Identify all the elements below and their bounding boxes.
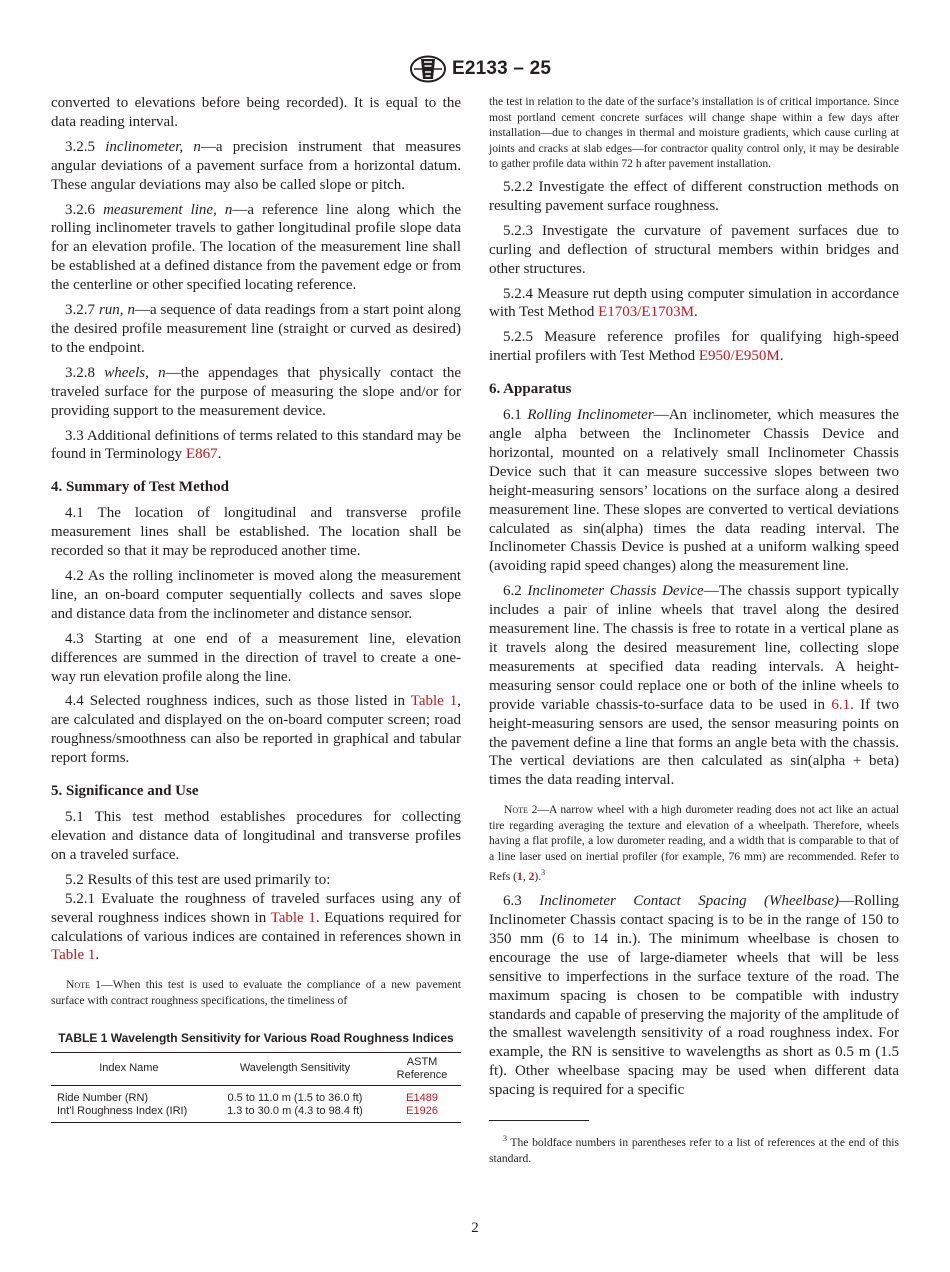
footnote-marker: 3 [541,867,546,877]
definition-inclinometer: 3.2.5 inclinometer, n—a precision instrument that measures angular deviations of a pavement surface from a horizontal datum. These angular deviations may also be called slope or pitch. [51,138,461,193]
paragraph-6-2: 6.2 Inclinometer Chassis Device—The chassis support typically includes a pair of inline wheels that travel along the desired measurement line. The chassis is free to rotate in a vertical plane as it travels along the desired measurement line, collecting slope measurements at specified data reading intervals. A height-measuring sensor could replace one or both of the inline wheels to provide variable chassis-to-surface data to be used in 6.1. If two height-measuring sensors are used, the sensor measuring points on the pavement define a line that forms an angle beta with the chassis. The vertical deviations are then calculated as sin(alpha + beta) times the data reading interval. [489,583,899,789]
link-6-1[interactable]: 6.1 [831,696,851,713]
table-header: Index Name [51,1052,207,1085]
table-cell: 0.5 to 11.0 m (1.5 to 36.0 ft) [227,1091,363,1104]
page-header [0,55,950,85]
paragraph-4-1: 4.1 The location of longitudinal and transverse profile measurement lines shall be established. The location shall be recorded so that it may be reproduced another time. [51,505,461,560]
paragraph-6-3: 6.3 Inclinometer Contact Spacing (Wheelbase)—Rolling Inclinometer Chassis contact spacing is to be in the range of 150 to 350 mm (6 to 14 in.). The minimum wheelbase is chosen to encourage the use of large-diameter wheels that will be less sensitive to imperfections in the surface texture of the road. The maximum spacing is chosen to be compatible with industry standards and capable of preserving the majority of the amplitude of the smallest wavelength sensitivity of a road roughness index. For example, the RN is sensitive to wavelengths as short as 0.5 m (1.5 ft). Other wheelbase spacing may be used when different data spacing is required for a specific [489,893,899,1099]
left-column [51,94,461,1123]
note-1-continued: the test in relation to the date of the surface’s installation is of critical importance. Since most portland cement concrete surfaces will change shape within a few days after installation—due to changes in thermal and moisture gradients, which cause curling at joints and cracks at slab edges—for contractor quality control only, it may be desirable to gather profile data within 72 h after pavement installation. [489,95,899,171]
link-ref-1[interactable]: 1 [517,869,523,883]
table-cell: Ride Number (RN) [57,1091,149,1104]
footnote-3: $^3$ The boldface numbers in parentheses refer to a list of references at the end of this standard. [489,1134,899,1165]
paragraph-5-2-2: 5.2.2 Investigate the effect of different construction methods on resulting pavement surface roughness. [489,178,899,214]
section-4-heading: 4. Summary of Test Method [51,479,229,496]
paragraph-5-2-4: 5.2.4 Measure rut depth using computer simulation in accordance with Test Method E1703/E1703M. [489,285,899,321]
continued-paragraph: converted to elevations before being recorded). It is equal to the data reading interval. [51,95,461,130]
link-table-1[interactable]: Table 1 [410,693,458,710]
definition-run: 3.2.7 run, n—a sequence of data readings from a start point along the desired profile measurement line (straight or curved as desired) to the endpoint. [51,302,461,356]
paragraph-5-2-3: 5.2.3 Investigate the curvature of pavement surfaces due to curling and deflection of structural members within bridges and other structures. [489,222,899,277]
document-id: E2133 – 25 [452,58,552,79]
paragraph-5-1: 5.1 This test method establishes procedures for collecting elevation and distance data of longitudinal and transverse profiles on a traveled surface. [51,809,461,863]
table-cell: Int’l Roughness Index (IRI) [51,1105,207,1123]
link-e867[interactable]: E867 [185,446,218,463]
table-cell: 1.3 to 30.0 m (4.3 to 98.4 ft) [207,1105,383,1123]
table-header: ASTM Reference [383,1052,461,1085]
table-row [51,1085,461,1105]
definition-measurement-line: 3.2.6 measurement line, n—a reference line along which the rolling inclinometer travels to gather longitudinal profile slope data for an elevation profile. The location of the measurement line shall be established at a defined distance from the pavement edge or from the centerline or other specified locating reference. [51,201,462,294]
note-2: Note 2—A narrow wheel with a high durometer reading does not act like an actual tire regarding averaging the texture and elevation of a wheelpath. Therefore, wheels having a flat profile, a low durometer reading, and a width that is comparable to that of a line laser used on inertial profiler (for example, 76 mm) are recommended. Refer to Refs (1, 2).$^3$ [489,803,899,883]
page-number: 2 [471,1220,479,1236]
link-e1489[interactable]: E1489 [406,1091,438,1104]
paragraph-5-2-5: 5.2.5 Measure reference profiles for qualifying high-speed inertial profilers with Test Method E950/E950M. [489,329,899,365]
link-table-1[interactable]: Table 1 [270,909,316,926]
paragraph-6-1: 6.1 Rolling Inclinometer—An inclinometer, which measures the angle alpha between the Inclinometer Chassis Device and horizontal, mounted on a relatively small Inclinometer Chassis Device such that it can measure successive slopes between two height-measuring sensors’ locations on the surface along a desired measurement line. These slopes are converted to vertical deviations calculated as sin(alpha) times the data reading interval. The Inclinometer Chassis Device is pushed at a uniform walking speed (avoiding rapid speed changes) along the measurement line. [489,407,899,575]
astm-logo-icon [409,55,447,83]
paragraph-4-3: 4.3 Starting at one end of a measurement line, elevation differences are summed in the direction of travel to create a one-way run elevation profile along the line. [51,630,461,685]
paragraph-3-3: 3.3 Additional definitions of terms related to this standard may be found in Terminology E867. [51,427,461,463]
link-e1926[interactable]: E1926 [406,1104,438,1117]
table-1 [51,1052,461,1123]
paragraph-4-4: 4.4 Selected roughness indices, such as those listed in Table 1, are calculated and displayed on the on-board computer screen; road roughness/smoothness can also be reported in graphical and tabular report forms. [51,693,461,767]
footnote-divider [489,1120,589,1121]
note-1: Note 1—When this test is used to evaluate the compliance of a new pavement surface with contract roughness specifications, the timeliness of [51,978,461,1007]
section-6-heading: 6. Apparatus [489,381,572,398]
link-table-1[interactable]: Table 1 [51,947,96,964]
table-header-row [51,1052,461,1085]
table-1-title: TABLE 1 Wavelength Sensitivity for Various Road Roughness Indices [58,1030,454,1045]
definition-wheels: 3.2.8 wheels, n—the appendages that physically contact the traveled surface for the purpose of measuring the slope and/or for providing support to the measurement device. [51,364,462,419]
link-ref-2[interactable]: 2 [528,869,535,883]
link-e1703[interactable]: E1703/E1703M [598,304,694,321]
paragraph-5-2: 5.2 Results of this test are used primarily to: [65,871,331,888]
link-e950[interactable]: E950/E950M [698,348,780,365]
paragraph-5-2-1: 5.2.1 Evaluate the roughness of traveled surfaces using any of several roughness indices shown in Table 1. Equations required for calculations of various indices are contained in references shown in Table 1. [51,890,461,964]
right-column [489,94,899,1167]
section-5-heading: 5. Significance and Use [51,783,199,800]
table-header: Wavelength Sensitivity [207,1052,383,1085]
table-row [51,1105,461,1123]
paragraph-4-2: 4.2 As the rolling inclinometer is moved along the measurement line, an on-board computer sequentially collects and saves slope and distance data from the inclinometer and distance sensor. [51,568,461,622]
